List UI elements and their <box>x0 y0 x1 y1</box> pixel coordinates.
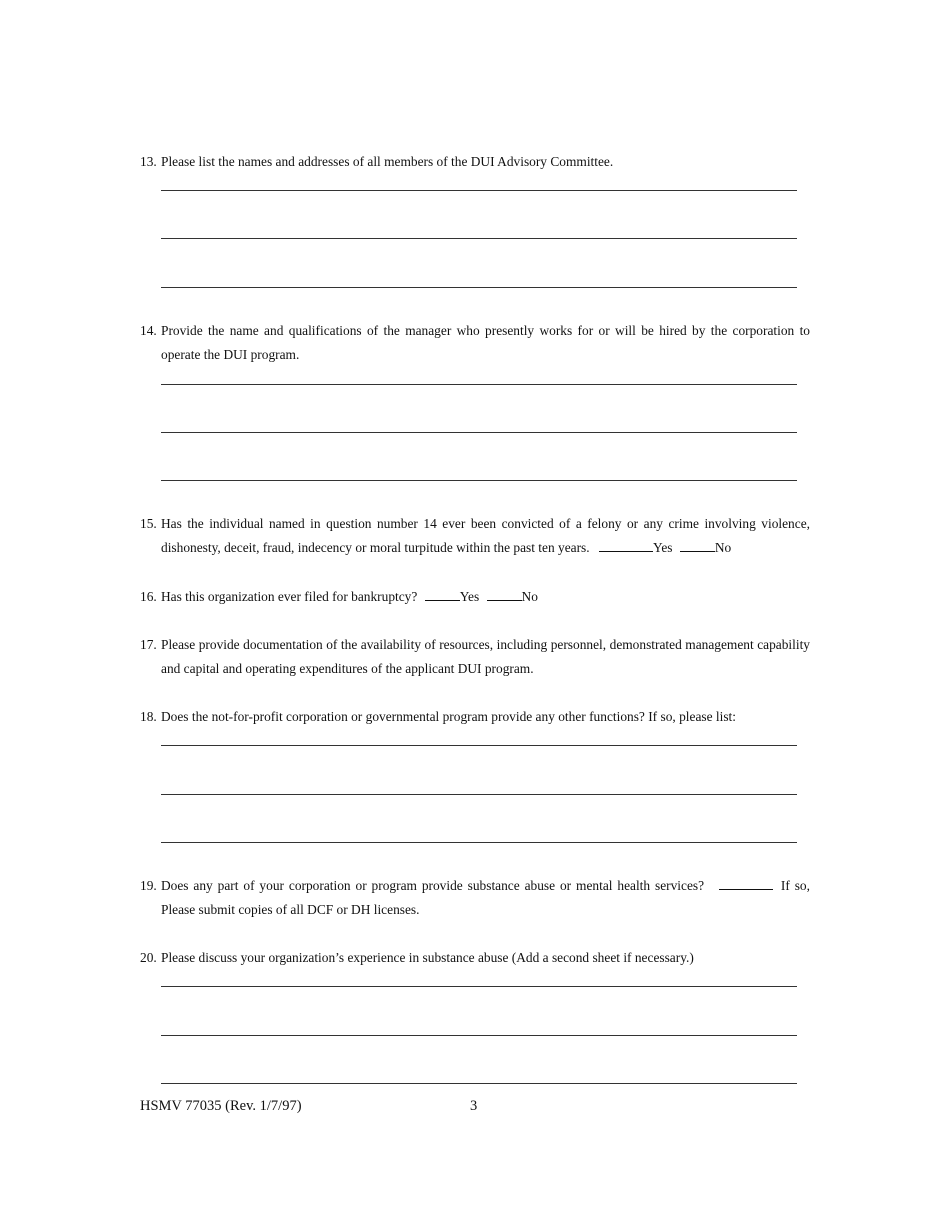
answer-line[interactable] <box>161 432 797 433</box>
question-text-body: Does any part of your corporation or program provide substance abuse or mental health services? <box>161 878 705 893</box>
answer-line[interactable] <box>161 238 797 239</box>
page-number: 3 <box>470 1098 478 1114</box>
services-blank[interactable] <box>719 877 773 890</box>
no-label: No <box>521 589 538 604</box>
question-text <box>161 585 810 609</box>
yes-label: Yes <box>459 589 480 604</box>
answer-line[interactable] <box>161 480 797 481</box>
question-text: Does the not-for-profit corporation or governmental program provide any other functions? If so, please list: <box>161 709 736 724</box>
no-label: No <box>714 540 732 555</box>
yes-blank[interactable] <box>599 539 653 552</box>
answer-line[interactable] <box>161 842 797 843</box>
answer-line[interactable] <box>161 190 797 191</box>
question-13 <box>140 150 810 174</box>
question-17 <box>140 633 810 681</box>
question-number: 13. <box>140 154 157 169</box>
question-number: 14. <box>140 323 157 338</box>
question-number: 16. <box>140 589 157 604</box>
question-number: 18. <box>140 709 157 724</box>
question-text-body: Has the individual named in question number 14 ever been convicted of a felony or any crime involving violence, dishonesty, deceit, fraud, indecency or moral turpitude within the past ten years. <box>161 516 810 555</box>
question-19 <box>140 874 810 922</box>
answer-line[interactable] <box>161 794 797 795</box>
question-15 <box>140 512 810 560</box>
question-16 <box>140 585 810 609</box>
yes-blank[interactable] <box>425 588 460 601</box>
question-text: Please provide documentation of the availability of resources, including personnel, demonstrated management capability and capital and operating expenditures of the applicant DUI program. <box>161 637 810 676</box>
no-blank[interactable] <box>680 539 715 552</box>
question-number: 20. <box>140 950 157 965</box>
question-text-followup: If so, Please submit copies of all DCF or DH licenses. <box>161 878 810 917</box>
question-text: Provide the name and qualifications of the manager who presently works for or will be hired by the corporation to operate the DUI program. <box>161 323 810 362</box>
question-text <box>161 512 810 560</box>
answer-line[interactable] <box>161 1083 797 1084</box>
answer-line[interactable] <box>161 1035 797 1036</box>
question-number: 17. <box>140 637 157 652</box>
question-number: 15. <box>140 516 157 531</box>
question-text <box>161 874 810 922</box>
no-blank[interactable] <box>487 588 522 601</box>
question-text: Please discuss your organization’s experience in substance abuse (Add a second sheet if necessary.) <box>161 950 694 965</box>
answer-line[interactable] <box>161 287 797 288</box>
question-text-body: Has this organization ever filed for bankruptcy? <box>161 589 418 604</box>
question-text: Please list the names and addresses of all members of the DUI Advisory Committee. <box>161 154 614 169</box>
answer-line[interactable] <box>161 384 797 385</box>
answer-line[interactable] <box>161 745 797 746</box>
yes-label: Yes <box>652 540 673 555</box>
form-identifier: HSMV 77035 (Rev. 1/7/97) <box>140 1098 302 1114</box>
question-18 <box>140 705 810 729</box>
question-number: 19. <box>140 878 157 893</box>
question-20 <box>140 946 810 970</box>
question-14 <box>140 319 810 367</box>
answer-line[interactable] <box>161 986 797 987</box>
